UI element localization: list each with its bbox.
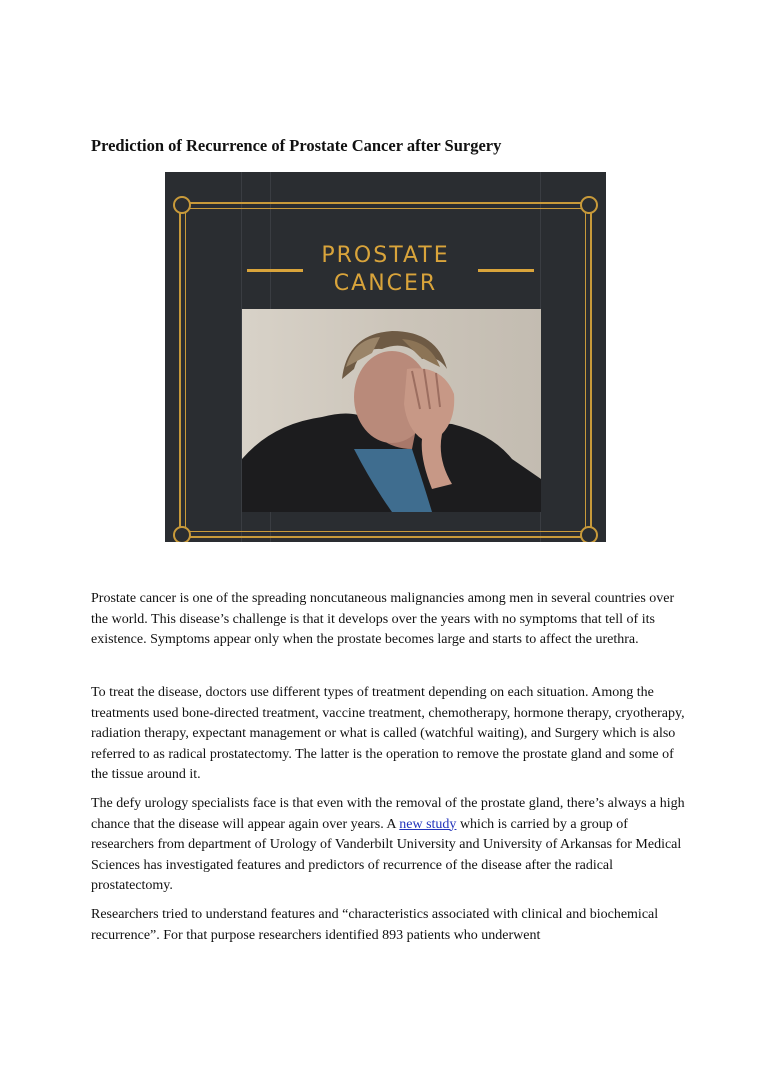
new-study-link[interactable]: new study xyxy=(399,816,457,832)
poster-heading-line2: CANCER xyxy=(333,271,438,296)
document-title: Prediction of Recurrence of Prostate Cancer after Surgery xyxy=(91,136,502,155)
distressed-man-illustration xyxy=(242,309,541,512)
paragraph-3 xyxy=(91,794,691,897)
paragraph-3-text-after: which is carried by a group of researchers from department of Urology of Vanderbilt University and University of Arkansas for Medical Sciences has investigated features and predictors of recurrence of the disease after the radical prostatectomy. xyxy=(91,816,682,893)
paragraph-3-text-before: The defy urology specialists face is that even with the removal of the prostate gland, there’s always a high chance that the disease will appear again over years. A xyxy=(91,796,685,832)
distressed-man-photo xyxy=(242,309,541,512)
paragraph-1: Prostate cancer is one of the spreading noncutaneous malignancies among men in several countries over the world. This disease’s challenge is that it develops over the years with no symptoms that tell of its existence. Symptoms appear only when the prostate becomes large and starts to affect the urethra. xyxy=(91,591,675,647)
poster-heading xyxy=(165,242,606,298)
paragraph-2: To treat the disease, doctors use different types of treatment depending on each situation. Among the treatments used bone-directed treatment, vaccine treatment, chemotherapy, hormone therapy, cryotherapy, radiation therapy, expectant management or what is called (watchful waiting), and Surgery which is also referred to as radical prostatectomy. The latter is the operation to remove the prostate gland and some of the tissue around it. xyxy=(91,685,685,782)
paragraph-4: Researchers tried to understand features and “characteristics associated with clinical and biochemical recurrence”. For that purpose researchers identified 893 patients who underwent xyxy=(91,907,659,943)
prostate-cancer-poster xyxy=(165,172,606,542)
poster-heading-line1: PROSTATE xyxy=(321,243,450,268)
